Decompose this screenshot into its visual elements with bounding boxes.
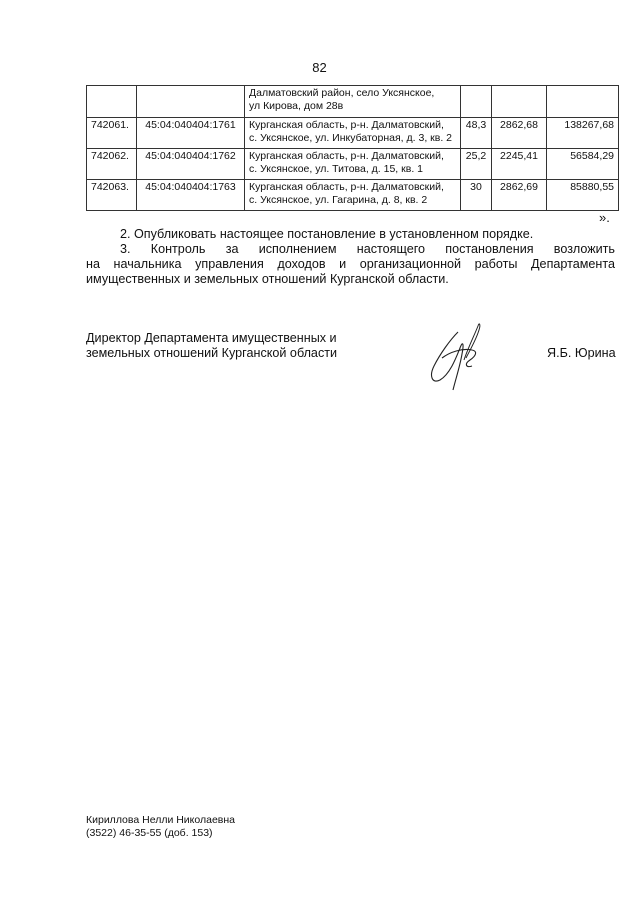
property-table [86,85,619,211]
cadastral-number-cell: 45:04:040404:1762 [137,149,245,180]
table-row [87,118,619,149]
total-cell: 85880,55 [547,180,619,211]
page-number: 82 [312,60,327,75]
cadastral-number-cell [137,86,245,118]
director-title [86,331,337,361]
total-cell: 138267,68 [547,118,619,149]
director-title-line: Директор Департамента имущественных и [86,331,337,345]
executor-phone: (3522) 46-35-55 (доб. 153) [86,827,213,839]
paragraph-line: на начальника управления доходов и организационной работы Департамента [86,257,615,271]
executor-name: Кириллова Нелли Николаевна [86,814,236,826]
address-cell [245,86,461,118]
price-cell: 2862,68 [492,118,547,149]
table-row [87,149,619,180]
paragraph-control [86,242,615,287]
address-line: с. Уксянское, ул. Титова, д. 15, кв. 1 [249,163,423,175]
paragraph-publish: 2. Опубликовать настоящее постановление в установленном порядке. [120,227,534,241]
address-line: Курганская область, р-н. Далматовский, [249,150,444,162]
address-cell [245,118,461,149]
price-cell: 2862,69 [492,180,547,211]
area-cell: 30 [461,180,492,211]
director-title-line: земельных отношений Курганской области [86,346,338,360]
price-cell: 2245,41 [492,149,547,180]
table-row [87,180,619,211]
address-line: ул Кирова, дом 28в [249,100,344,112]
area-cell [461,86,492,118]
cadastral-number-cell: 45:04:040404:1763 [137,180,245,211]
paragraph-line: имущественных и земельных отношений Курганской области. [86,272,449,286]
address-line: Курганская область, р-н. Далматовский, [249,119,444,131]
row-number-cell: 742063. [87,180,137,211]
price-cell [492,86,547,118]
table-row [87,86,619,118]
area-cell: 48,3 [461,118,492,149]
address-line: с. Уксянское, ул. Инкубаторная, д. 3, кв. 2 [249,132,453,144]
row-number-cell: 742061. [87,118,137,149]
address-line: с. Уксянское, ул. Гагарина, д. 8, кв. 2 [249,194,428,206]
address-cell [245,149,461,180]
executor-info [86,814,235,840]
area-cell: 25,2 [461,149,492,180]
cadastral-number-cell: 45:04:040404:1761 [137,118,245,149]
handwritten-signature [420,318,492,394]
paragraph-line: 3. Контроль за исполнением настоящего постановления возложить [120,242,615,256]
closing-quote: ». [599,210,610,225]
address-line: Курганская область, р-н. Далматовский, [249,181,444,193]
total-cell: 56584,29 [547,149,619,180]
total-cell [547,86,619,118]
row-number-cell: 742062. [87,149,137,180]
row-number-cell [87,86,137,118]
address-line: Далматовский район, село Уксянское, [249,87,435,99]
address-cell [245,180,461,211]
signer-name: Я.Б. Юрина [547,346,616,360]
